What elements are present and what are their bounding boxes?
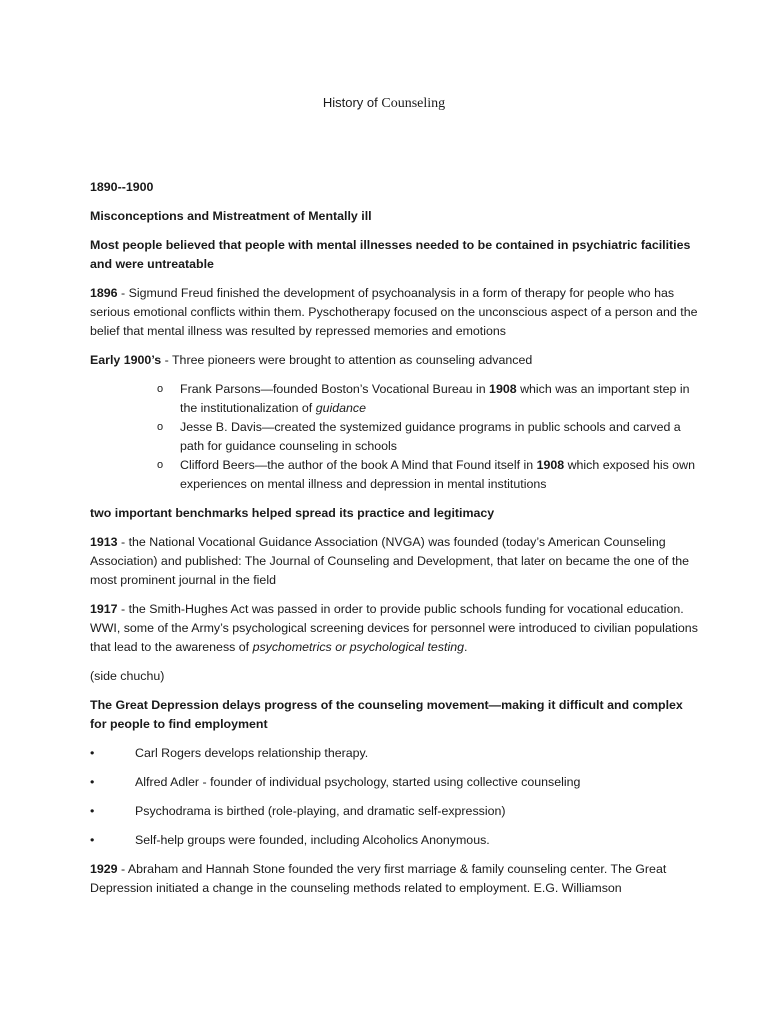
paragraph-early-1900s: Early 1900’s - Three pioneers were brought to attention as counseling advanced — [90, 353, 533, 367]
list-item: o Jesse B. Davis—created the systemized guidance programs in public schools and carved a path for guidance counseling in schools — [157, 420, 681, 453]
side-note: (side chuchu) — [90, 669, 165, 683]
list-item: o Clifford Beers—the author of the book A Mind that Found itself in 1908 which exposed his own experiences on mental illness and depression in mental institutions — [157, 458, 696, 491]
document-title: History of Counseling — [322, 95, 446, 111]
paragraph-1929: 1929 - Abraham and Hannah Stone founded the very first marriage & family counseling center. The Great Depression initiated a change in the counseling methods related to employment. E.G. Williamson — [90, 862, 667, 895]
bullet-icon: • — [90, 804, 95, 818]
paragraph-1913: 1913 - the National Vocational Guidance Association (NVGA) was founded (today’s American Counseling Association) and published: The Journal of Counseling and Development, that later on became the one of the most prominent journal in the field — [90, 535, 690, 587]
list-item: o Frank Parsons—founded Boston’s Vocational Bureau in 1908 which was an important step in the institutionalization of guidance — [157, 382, 690, 415]
bullet-icon: • — [90, 746, 95, 760]
paragraph-1896: 1896 - Sigmund Freud finished the development of psychoanalysis in a form of therapy for people who has serious emotional conflicts within them. Pyschotherapy focused on the unconscious aspect of a person and the belief that mental illness was resulted by repressed memories and emotions — [90, 286, 698, 338]
bold-paragraph: Most people believed that people with mental illnesses needed to be contained in psychiatric facilities and were untreatable — [90, 238, 691, 271]
developments-list — [90, 744, 698, 850]
period-heading: 1890--1900 — [90, 180, 154, 194]
paragraph-1917: 1917 - the Smith-Hughes Act was passed in order to provide public schools funding for vocational education. WWI, some of the Army’s psychological screening devices for personnel were introduced to civilian populations that lead to the awareness of psychometrics or psychological testing. — [90, 602, 698, 654]
benchmarks-heading: two important benchmarks helped spread its practice and legitimacy — [90, 506, 495, 520]
pioneers-list — [90, 380, 698, 494]
list-item: • Psychodrama is birthed (role-playing, and dramatic self-expression) — [90, 802, 698, 821]
circle-bullet-icon: o — [157, 459, 164, 471]
list-item: • Carl Rogers develops relationship therapy. — [90, 744, 698, 763]
section-heading: Misconceptions and Mistreatment of Mentally ill — [90, 209, 372, 223]
document-body — [90, 178, 698, 908]
bullet-icon: • — [90, 833, 95, 847]
list-item: • Alfred Adler - founder of individual psychology, started using collective counseling — [90, 773, 698, 792]
great-depression-heading: The Great Depression delays progress of the counseling movement—making it difficult and complex for people to find employment — [90, 698, 683, 731]
circle-bullet-icon: o — [157, 421, 164, 433]
circle-bullet-icon: o — [157, 383, 164, 395]
list-item: • Self-help groups were founded, including Alcoholics Anonymous. — [90, 831, 698, 850]
bullet-icon: • — [90, 775, 95, 789]
